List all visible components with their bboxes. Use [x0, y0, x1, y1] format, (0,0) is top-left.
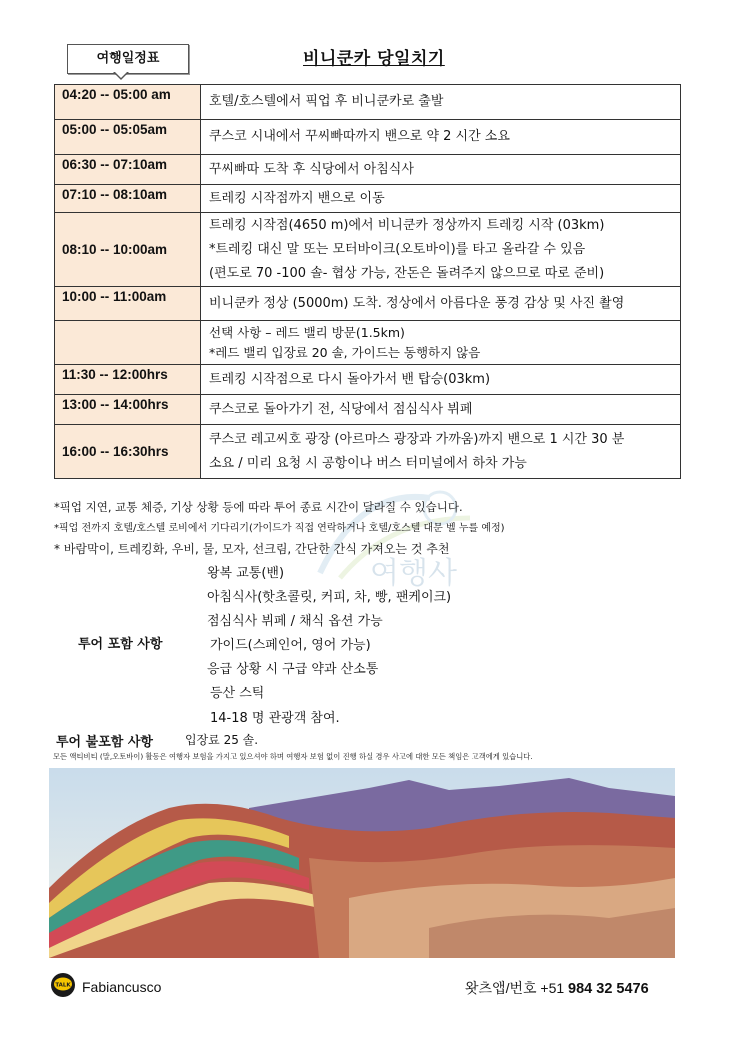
included-item: 14-18 명 관광객 참여. — [210, 711, 340, 726]
schedule-row — [55, 321, 681, 365]
note-line: *픽업 지연, 교통 체증, 기상 상황 등에 따라 투어 종료 시간이 달라질 수 있습니다. — [54, 500, 463, 514]
note-line: * 바람막이, 트레킹화, 우비, 물, 모자, 선크림, 간단한 간식 가져오는 것 추천 — [54, 542, 450, 556]
schedule-label-box — [67, 44, 189, 74]
included-item: 점심식사 뷔페 / 채식 옵션 가능 — [207, 614, 383, 629]
schedule-desc: 트레킹 시작점(4650 m)에서 비니쿤카 정상까지 트레킹 시작 (03km) *트레킹 대신 말 또는 모터바이크(오토바이)를 타고 올라갈 수 있음 (편도로 70 -100 솔- 협상 가능, 잔돈은 돌려주지 않으므로 따로 준비) — [201, 213, 681, 287]
rainbow-mountain-photo — [49, 768, 675, 958]
included-item: 가이드(스페인어, 영어 가능) — [210, 638, 371, 653]
schedule-time: 10:00 -- 11:00am — [55, 287, 201, 321]
schedule-desc: 선택 사항 – 레드 밸리 방문(1.5km) *레드 밸리 입장료 20 솔, 가이드는 동행하지 않음 — [201, 321, 681, 365]
schedule-row — [55, 395, 681, 425]
schedule-row — [55, 85, 681, 120]
schedule-row — [55, 185, 681, 213]
insurance-disclaimer: 모든 액티비티 (말,오토바이) 활동은 여행자 보험을 가지고 있으셔야 하며 여행자 보험 없이 진행 하실 경우 사고에 대한 모든 책임은 고객에게 있습니다. — [53, 752, 533, 761]
schedule-desc: 꾸씨빠따 도착 후 식당에서 아침식사 — [201, 155, 681, 185]
whatsapp-contact — [465, 978, 649, 998]
schedule-time: 05:00 -- 05:05am — [55, 120, 201, 155]
schedule-row — [55, 213, 681, 287]
schedule-row — [55, 425, 681, 479]
kakao-id: Fabiancusco — [82, 979, 162, 995]
included-item: 등산 스틱 — [210, 686, 265, 701]
schedule-desc: 호텔/호스텔에서 픽업 후 비니쿤카로 출발 — [201, 85, 681, 120]
page-title: 비니쿤카 당일치기 — [303, 49, 445, 69]
phone-number: 984 32 5476 — [568, 981, 649, 997]
schedule-time: 11:30 -- 12:00hrs — [55, 365, 201, 395]
schedule-time: 07:10 -- 08:10am — [55, 185, 201, 213]
schedule-row — [55, 287, 681, 321]
note-line: *픽업 전까지 호텔/호스텔 로비에서 기다리기(가이드가 직접 연락하거나 호텔/호스텔 대문 벨 누를 예정) — [54, 523, 505, 534]
schedule-time: 08:10 -- 10:00am — [55, 213, 201, 287]
included-item: 왕복 교통(밴) — [207, 566, 285, 581]
included-item: 응급 상황 시 구급 약과 산소통 — [207, 662, 379, 677]
schedule-row — [55, 365, 681, 395]
schedule-row — [55, 155, 681, 185]
schedule-desc: 쿠스코 시내에서 꾸씨빠따까지 밴으로 약 2 시간 소요 — [201, 120, 681, 155]
schedule-time: 06:30 -- 07:10am — [55, 155, 201, 185]
schedule-desc: 쿠스코로 돌아가기 전, 식당에서 점심식사 뷔페 — [201, 395, 681, 425]
schedule-label: 여행일정표 — [96, 51, 160, 66]
included-item: 아침식사(핫초콜릿, 커피, 차, 빵, 팬케이크) — [207, 590, 452, 605]
schedule-time: 13:00 -- 14:00hrs — [55, 395, 201, 425]
kakao-talk-icon — [50, 972, 76, 998]
whatsapp-label: 왓츠앱/번호 +51 — [465, 980, 565, 996]
schedule-time: 04:20 -- 05:00 am — [55, 85, 201, 120]
excluded-value: 입장료 25 솔. — [185, 733, 259, 747]
schedule-desc: 트레킹 시작점까지 밴으로 이동 — [201, 185, 681, 213]
schedule-desc: 쿠스코 레고씨호 광장 (아르마스 광장과 가까움)까지 밴으로 1 시간 30 분 소요 / 미리 요청 시 공항이나 버스 터미널에서 하차 가능 — [201, 425, 681, 479]
excluded-label: 투어 불포함 사항 — [56, 735, 153, 750]
schedule-time: 16:00 -- 16:30hrs — [55, 425, 201, 479]
included-label: 투어 포함 사항 — [78, 637, 163, 652]
schedule-desc: 트레킹 시작점으로 다시 돌아가서 밴 탑승(03km) — [201, 365, 681, 395]
schedule-row — [55, 120, 681, 155]
schedule-time — [55, 321, 201, 365]
schedule-table — [54, 84, 681, 479]
svg-text:TALK: TALK — [55, 982, 71, 989]
agency-watermark-text: 여행사 — [370, 556, 457, 591]
schedule-desc: 비니쿤카 정상 (5000m) 도착. 정상에서 아름다운 풍경 감상 및 사진 촬영 — [201, 287, 681, 321]
